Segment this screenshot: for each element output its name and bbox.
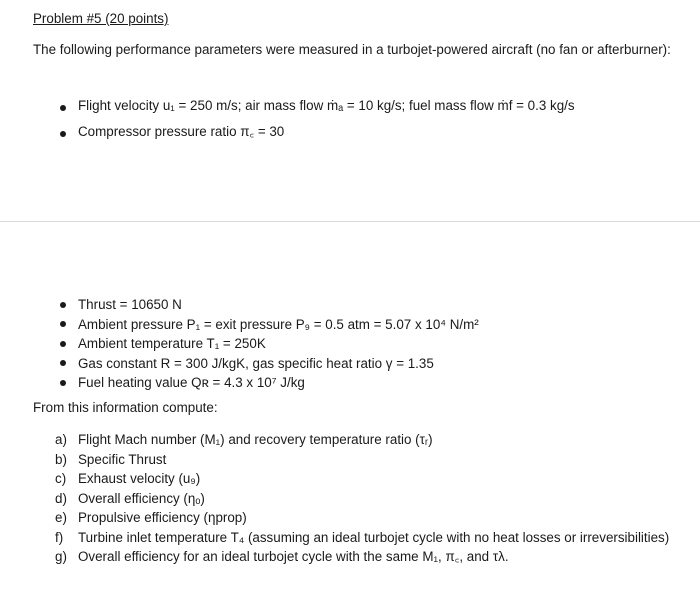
task-text: Propulsive efficiency (ηprop) — [78, 510, 247, 525]
given-compressor-ratio: Compressor pressure ratio π꜀ = 30 — [60, 121, 575, 147]
task-text: Turbine inlet temperature T₄ (assuming an ideal turbojet cycle with no heat losses or irreversibilities) — [78, 529, 670, 545]
task-text: Exhaust velocity (u₉) — [78, 471, 201, 486]
task-letter: e) — [55, 510, 67, 525]
task-text: Specific Thrust — [78, 451, 167, 467]
problem-title: Problem #5 (20 points) — [33, 11, 169, 26]
task-letter: c) — [55, 471, 67, 486]
task-item-f — [55, 528, 674, 548]
task-item-a — [55, 430, 674, 450]
given-ambient-pressure: Ambient pressure P₁ = exit pressure P₉ = 0.5 atm = 5.07 x 10⁴ N/m² — [60, 315, 479, 335]
task-text: Flight Mach number (M₁) and recovery temperature ratio (τᵣ) — [78, 432, 433, 447]
task-item-d — [55, 489, 674, 509]
given-ambient-temperature: Ambient temperature T₁ = 250K — [60, 334, 479, 354]
task-list — [55, 430, 674, 567]
task-letter: b) — [55, 451, 67, 467]
given-thrust: Thrust = 10650 N — [60, 295, 479, 315]
page-separator — [0, 221, 700, 222]
task-item-b — [55, 450, 674, 470]
given-fuel-heating-value: Fuel heating value Qʀ = 4.3 x 10⁷ J/kg — [60, 373, 479, 393]
problem-intro: The following performance parameters were measured in a turbojet-powered aircraft (no fan or afterburner): — [33, 42, 671, 57]
given-gas-constant: Gas constant R = 300 J/kgK, gas specific heat ratio γ = 1.35 — [60, 354, 479, 374]
task-letter: g) — [55, 549, 67, 564]
task-letter: f) — [55, 529, 64, 545]
task-item-c — [55, 469, 674, 489]
task-item-e — [55, 508, 674, 528]
compute-heading: From this information compute: — [33, 400, 218, 415]
task-item-g — [55, 547, 674, 567]
given-parameters-list-top — [60, 95, 575, 147]
task-text: Overall efficiency for an ideal turbojet cycle with the same M₁, π꜀, and τλ. — [78, 549, 509, 564]
given-parameters-list-bottom — [60, 295, 479, 393]
task-letter: a) — [55, 432, 67, 447]
task-text: Overall efficiency (ηₒ) — [78, 490, 205, 506]
task-letter: d) — [55, 490, 67, 506]
given-flight-velocity: Flight velocity u₁ = 250 m/s; air mass flow ṁₐ = 10 kg/s; fuel mass flow ṁf = 0.3 kg/s — [60, 95, 575, 121]
